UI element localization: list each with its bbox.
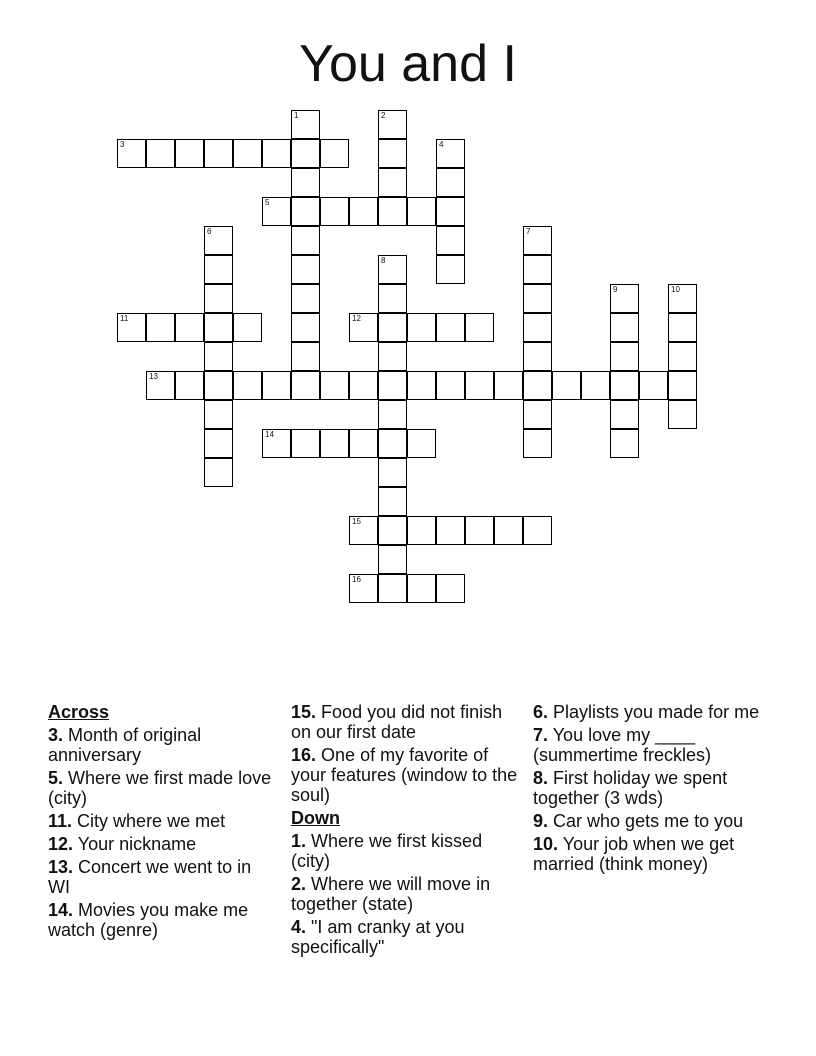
grid-cell[interactable]: [610, 429, 639, 458]
grid-cell[interactable]: [378, 371, 407, 400]
across-heading: Across: [48, 702, 110, 722]
grid-cell[interactable]: [262, 197, 291, 226]
grid-cell[interactable]: [146, 313, 175, 342]
grid-cell[interactable]: [262, 371, 291, 400]
grid-cell[interactable]: [668, 313, 697, 342]
grid-cell[interactable]: [204, 226, 233, 255]
grid-cell[interactable]: [320, 371, 349, 400]
grid-cell[interactable]: [378, 545, 407, 574]
clue-number: 7: [526, 227, 531, 236]
grid-cell[interactable]: [668, 342, 697, 371]
clue-down-7: 7. You love my ____ (summertime freckles): [533, 725, 712, 765]
grid-cell[interactable]: [378, 429, 407, 458]
grid-cell[interactable]: [320, 197, 349, 226]
grid-cell[interactable]: [494, 516, 523, 545]
grid-cell[interactable]: [349, 313, 378, 342]
grid-cell[interactable]: [523, 226, 552, 255]
grid-cell[interactable]: [378, 400, 407, 429]
grid-cell[interactable]: [436, 574, 465, 603]
grid-cell[interactable]: [465, 313, 494, 342]
grid-cell[interactable]: [349, 371, 378, 400]
grid-cell[interactable]: [117, 313, 146, 342]
grid-cell[interactable]: [291, 284, 320, 313]
grid-cell[interactable]: [204, 342, 233, 371]
clue-number: 9: [613, 285, 618, 294]
grid-cell[interactable]: [378, 168, 407, 197]
clue-number: 1: [294, 111, 299, 120]
clue-across-5: 5. Where we first made love (city): [48, 768, 272, 808]
grid-cell[interactable]: [378, 458, 407, 487]
grid-cell[interactable]: [668, 400, 697, 429]
clue-down-2: 2. Where we will move in together (state): [291, 874, 491, 914]
grid-cell[interactable]: [523, 284, 552, 313]
grid-cell[interactable]: [117, 139, 146, 168]
grid-cell[interactable]: [523, 516, 552, 545]
grid-cell[interactable]: [175, 371, 204, 400]
clue-number: 8: [381, 256, 386, 265]
grid-cell[interactable]: [407, 197, 436, 226]
grid-cell[interactable]: [291, 226, 320, 255]
grid-cell[interactable]: [378, 284, 407, 313]
clue-number: 10: [671, 285, 680, 294]
grid-cell[interactable]: [378, 197, 407, 226]
clue-down-10: 10. Your job when we get married (think money): [533, 834, 735, 874]
grid-cell[interactable]: [349, 574, 378, 603]
grid-cell[interactable]: [523, 313, 552, 342]
grid-cell[interactable]: [407, 313, 436, 342]
grid-cell[interactable]: [175, 313, 204, 342]
grid-cell[interactable]: [378, 313, 407, 342]
grid-cell[interactable]: [523, 342, 552, 371]
grid-cell[interactable]: [291, 429, 320, 458]
grid-cell[interactable]: [291, 197, 320, 226]
grid-cell[interactable]: [436, 255, 465, 284]
grid-cell[interactable]: [436, 371, 465, 400]
grid-cell[interactable]: [610, 313, 639, 342]
clues-column-3: [533, 702, 773, 874]
grid-cell[interactable]: [378, 574, 407, 603]
grid-cell[interactable]: [291, 255, 320, 284]
clue-across-16: 16. One of my favorite of your features (window to the soul): [291, 745, 518, 805]
grid-cell[interactable]: [291, 313, 320, 342]
clue-number: 14: [265, 430, 274, 439]
grid-cell[interactable]: [204, 139, 233, 168]
down-heading: Down: [291, 808, 340, 828]
grid-cell[interactable]: [378, 110, 407, 139]
grid-cell[interactable]: [349, 429, 378, 458]
grid-cell[interactable]: [291, 342, 320, 371]
clue-number: 5: [265, 198, 270, 207]
grid-cell[interactable]: [639, 371, 668, 400]
grid-cell[interactable]: [204, 313, 233, 342]
grid-cell[interactable]: [668, 284, 697, 313]
clue-down-9: 9. Car who gets me to you: [533, 811, 744, 831]
grid-cell[interactable]: [581, 371, 610, 400]
grid-cell[interactable]: [204, 458, 233, 487]
grid-cell[interactable]: [349, 516, 378, 545]
grid-cell[interactable]: [204, 255, 233, 284]
grid-cell[interactable]: [436, 226, 465, 255]
grid-cell[interactable]: [436, 139, 465, 168]
grid-cell[interactable]: [204, 284, 233, 313]
grid-cell[interactable]: [436, 313, 465, 342]
puzzle-title: You and I: [299, 35, 517, 93]
clue-number: 6: [207, 227, 212, 236]
clue-down-6: 6. Playlists you made for me: [533, 702, 760, 722]
grid-cell[interactable]: [378, 139, 407, 168]
grid-cell[interactable]: [610, 284, 639, 313]
grid-cell[interactable]: [175, 139, 204, 168]
grid-cell[interactable]: [523, 255, 552, 284]
clues-column-1: [48, 702, 273, 940]
grid-cell[interactable]: [233, 313, 262, 342]
grid-cell[interactable]: [146, 139, 175, 168]
grid-cell[interactable]: [204, 371, 233, 400]
grid-cell[interactable]: [436, 168, 465, 197]
grid-cell[interactable]: [465, 371, 494, 400]
grid-cell[interactable]: [378, 487, 407, 516]
clue-number: 11: [120, 314, 129, 323]
grid-cell[interactable]: [494, 371, 523, 400]
clue-number: 3: [120, 140, 125, 149]
clue-number: 2: [381, 111, 386, 120]
grid-cell[interactable]: [610, 371, 639, 400]
clue-across-14: 14. Movies you make me watch (genre): [48, 900, 249, 940]
grid-cell[interactable]: [204, 429, 233, 458]
grid-cell[interactable]: [291, 371, 320, 400]
grid-cell[interactable]: [349, 197, 378, 226]
clue-number: 4: [439, 140, 444, 149]
clue-across-15: 15. Food you did not finish on our first date: [291, 702, 503, 742]
grid-cell[interactable]: [291, 110, 320, 139]
grid-cell[interactable]: [204, 400, 233, 429]
clue-number: 12: [352, 314, 361, 323]
grid-cell[interactable]: [291, 139, 320, 168]
grid-cell[interactable]: [552, 371, 581, 400]
grid-cell[interactable]: [610, 400, 639, 429]
grid-cell[interactable]: [291, 168, 320, 197]
grid-cell[interactable]: [320, 429, 349, 458]
grid-cell[interactable]: [523, 429, 552, 458]
clues-column-2: [291, 702, 519, 957]
grid-cell[interactable]: [378, 342, 407, 371]
grid-cell[interactable]: [262, 429, 291, 458]
clue-number: 16: [352, 575, 361, 584]
grid-cell[interactable]: [610, 342, 639, 371]
grid-cell[interactable]: [407, 516, 436, 545]
grid-cell[interactable]: [233, 139, 262, 168]
clue-number: 13: [149, 372, 158, 381]
clue-down-1: 1. Where we first kissed (city): [291, 831, 483, 871]
clue-across-11: 11. City where we met: [48, 811, 226, 831]
clue-down-4: 4. "I am cranky at you specifically": [291, 917, 465, 957]
clue-across-3: 3. Month of original anniversary: [48, 725, 202, 765]
grid-cell[interactable]: [436, 197, 465, 226]
grid-cell[interactable]: [465, 516, 494, 545]
clue-down-8: 8. First holiday we spent together (3 wds): [533, 768, 728, 808]
grid-cell[interactable]: [436, 516, 465, 545]
grid-cell[interactable]: [668, 371, 697, 400]
grid-cell[interactable]: [523, 400, 552, 429]
grid-cell[interactable]: [523, 371, 552, 400]
grid-cell[interactable]: [407, 371, 436, 400]
grid-cell[interactable]: [378, 516, 407, 545]
clue-across-13: 13. Concert we went to in WI: [48, 857, 252, 897]
grid-cell[interactable]: [146, 371, 175, 400]
clue-number: 15: [352, 517, 361, 526]
grid-cell[interactable]: [233, 371, 262, 400]
grid-cell[interactable]: [320, 139, 349, 168]
grid-cell[interactable]: [378, 255, 407, 284]
clue-across-12: 12. Your nickname: [48, 834, 197, 854]
grid-cell[interactable]: [407, 429, 436, 458]
grid-cell[interactable]: [262, 139, 291, 168]
grid-cell[interactable]: [407, 574, 436, 603]
